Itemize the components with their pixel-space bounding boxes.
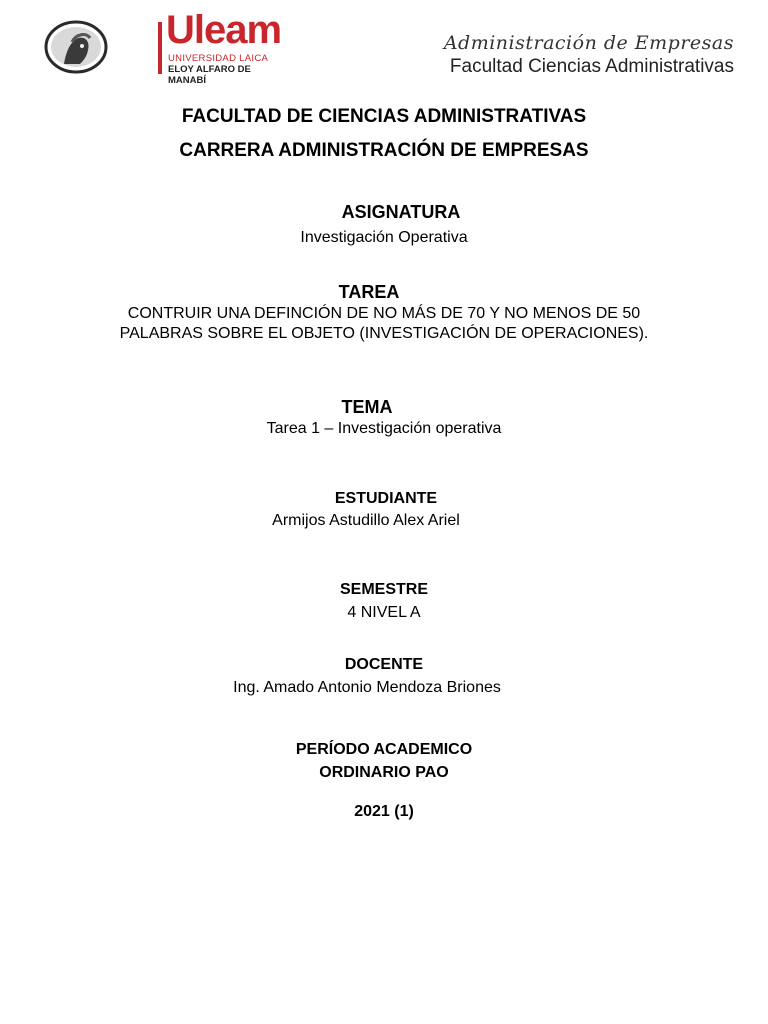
semestre-heading: SEMESTRE: [339, 581, 428, 598]
faculty-script-title: Administración de Empresas: [443, 32, 734, 54]
logo-subtitle-line2: ELOY ALFARO DE MANABÍ: [168, 64, 251, 86]
tarea-heading: TAREA: [338, 282, 400, 302]
tarea-value: CONTRUIR UNA DEFINCIÓN DE NO MÁS DE 70 Y NO MENOS DE 50 PALABRAS SOBRE EL OBJETO (INVESTIGACIÓN DE OPERACIONES).: [119, 305, 649, 342]
semestre-value: 4 NIVEL A: [347, 604, 421, 621]
periodo-heading: PERÍODO ACADEMICO: [295, 741, 473, 758]
estudiante-heading: ESTUDIANTE: [334, 490, 438, 507]
logo-name: Uleam: [166, 8, 282, 52]
asignatura-value: Investigación Operativa: [300, 229, 468, 246]
asignatura-heading: ASIGNATURA: [341, 202, 461, 222]
docente-value: Ing. Amado Antonio Mendoza Briones: [233, 679, 501, 696]
estudiante-value: Armijos Astudillo Alex Ariel: [272, 512, 460, 529]
faculty-logo-text: Facultad Ciencias Administrativas: [449, 56, 734, 77]
university-seal-icon: [44, 20, 108, 74]
faculty-logo: [420, 32, 740, 82]
document-title-line2: CARRERA ADMINISTRACIÓN DE EMPRESAS: [179, 140, 589, 161]
periodo-value: ORDINARIO PAO: [319, 764, 449, 781]
document-title-line1: FACULTAD DE CIENCIAS ADMINISTRATIVAS: [181, 106, 587, 127]
docente-heading: DOCENTE: [344, 656, 424, 673]
tema-value: Tarea 1 – Investigación operativa: [266, 420, 502, 437]
logo-subtitle-line1: UNIVERSIDAD LAICA: [168, 53, 269, 64]
periodo-year: 2021 (1): [354, 803, 414, 820]
tema-heading: TEMA: [341, 397, 393, 417]
uleam-logo: [44, 8, 282, 86]
logo-divider: [158, 22, 162, 74]
